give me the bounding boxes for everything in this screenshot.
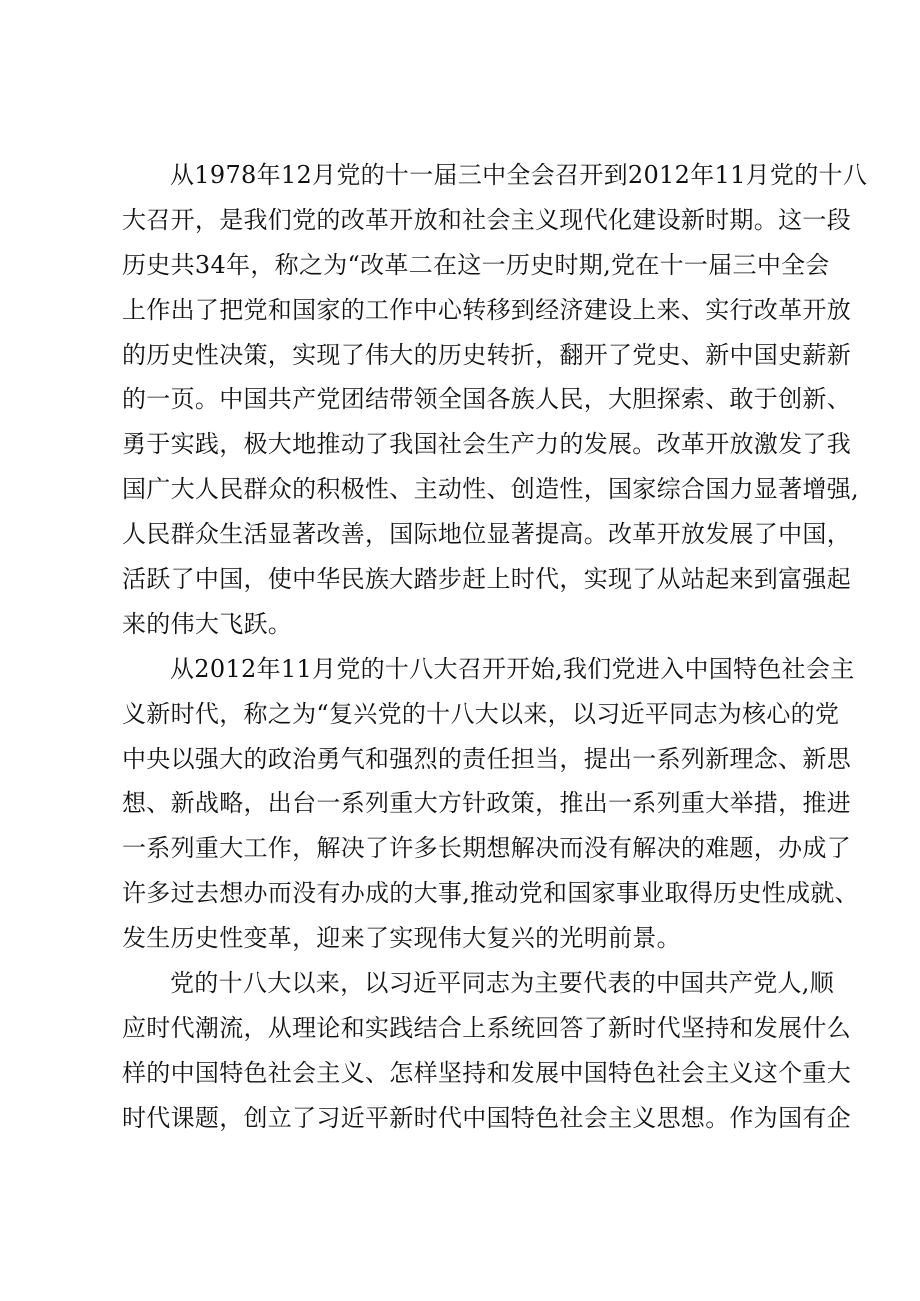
text-line: 的一页。中国共产党团结带领全国各族人民，大胆探索、敢于创新、 xyxy=(122,385,851,414)
text-line: 发生历史性变革，迎来了实现伟大复兴的光明前景。 xyxy=(122,924,681,953)
text-line: 应时代潮流，从理论和实践结合上系统回答了新时代坚持和发展什么 xyxy=(122,1013,851,1042)
text-line: 国广大人民群众的积极性、主动性、创造性，国家综合国力显著增强, xyxy=(122,475,859,504)
text-line: 样的中国特色社会主义、怎样坚持和发展中国特色社会主义这个重大 xyxy=(122,1058,851,1087)
paragraph-1 xyxy=(122,153,868,647)
text-line: 义新时代，称之为“复兴党的十八大以来，以习近平同志为核心的党 xyxy=(122,699,840,728)
text-line: 想、新战略，出台一系列重大方针政策，推出一系列重大举措，推进 xyxy=(122,789,851,818)
text-line: 历史共34年，称之为“改革二在这一历史时期,党在十一届三中全会 xyxy=(122,250,830,279)
text-line: 人民群众生活显著改善，国际地位显著提高。改革开放发展了中国， xyxy=(122,520,851,549)
text-line: 上作出了把党和国家的工作中心转移到经济建设上来、实行改革开放 xyxy=(122,295,851,324)
text-line: 从1978年12月党的十一届三中全会召开到2012年11月党的十八 xyxy=(170,161,868,189)
text-line: 大召开，是我们党的改革开放和社会主义现代化建设新时期。这一段 xyxy=(122,205,851,234)
paragraph-3 xyxy=(122,961,851,1141)
paragraph-2 xyxy=(122,647,859,961)
text-line: 中央以强大的政治勇气和强烈的责任担当，提出一系列新理念、新思 xyxy=(122,744,851,773)
text-line: 党的十八大以来，以习近平同志为主要代表的中国共产党人,顺 xyxy=(170,969,835,998)
text-line: 从2012年11月党的十八大召开开始,我们党进入中国特色社会主 xyxy=(170,654,855,683)
text-line: 一系列重大工作，解决了许多长期想解决而没有解决的难题，办成了 xyxy=(122,834,851,863)
text-line: 活跃了中国，使中华民族大踏步赶上时代，实现了从站起来到富强起 xyxy=(122,565,851,594)
text-line: 来的伟大飞跃。 xyxy=(122,609,293,638)
text-line: 勇于实践，极大地推动了我国社会生产力的发展。改革开放激发了我 xyxy=(122,430,851,459)
text-line: 的历史性决策，实现了伟大的历史转折，翻开了党史、新中国史薪新 xyxy=(122,340,851,369)
text-line: 时代课题，创立了习近平新时代中国特色社会主义思想。作为国有企 xyxy=(122,1103,851,1132)
text-line: 许多过去想办而没有办成的大事,推动党和国家事业取得历史性成就、 xyxy=(122,879,859,908)
body-text xyxy=(122,153,868,1141)
